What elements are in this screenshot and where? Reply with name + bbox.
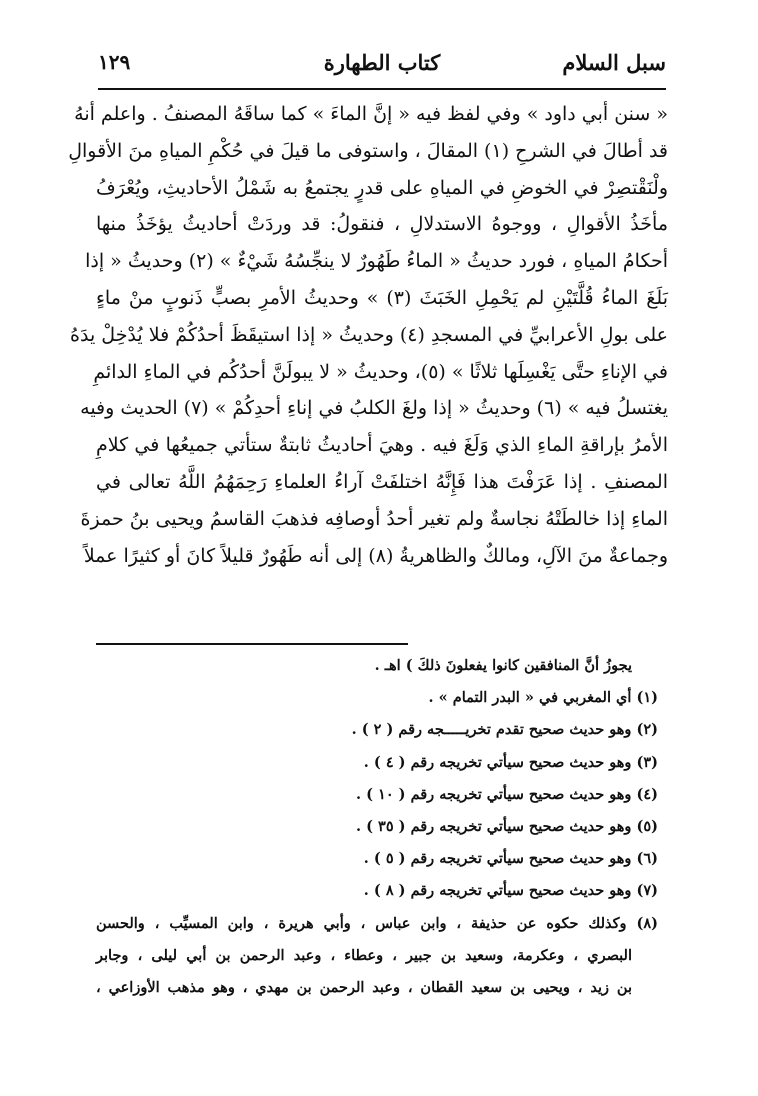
text-line: بَلَغَ الماءُ قُلَّتَيْنِ لم يَحْمِلِ الخَبَثَ (٣) » وحديثُ الأمرِ بصبٍّ ذَنوبٍ منْ ماءٍ bbox=[96, 286, 668, 309]
text-line: على بولِ الأعرابيِّ في المسجدِ (٤) وحديثُ « إذا استيقَظَ أحدُكُمْ فلا يُدْخِلْ يدَهُ bbox=[70, 323, 668, 346]
page-number: ١٢٩ bbox=[98, 50, 131, 74]
footnote-item: (١) أي المغربي في « البدر التمام » . bbox=[428, 689, 658, 707]
footnote-divider bbox=[96, 643, 408, 645]
text-line: الماءِ إذا خالطَتْهُ نجاسةٌ ولم تغير أحدُ أوصافِه فذهبَ القاسمُ ويحيى بنُ حمزةَ bbox=[80, 507, 668, 530]
footnote-item: (٣) وهو حديث صحيح سيأتي تخريجه رقم ( ٤ ) . bbox=[363, 753, 658, 771]
footnote-continuation: يجوزُ أنَّ المنافقين كانوا يفعلونَ ذلكَ ) اهـ . bbox=[374, 657, 632, 674]
main-text bbox=[68, 96, 668, 574]
footnote-item-continued: البصري ، وعكرمة، وسعيد بن جبير ، وعطاء ، وعبد الرحمن بن أبي ليلى ، وجابر bbox=[96, 946, 632, 964]
footnotes bbox=[96, 650, 658, 1004]
text-line: قد أطالَ في الشرحِ (١) المقالَ ، واستوفى ما قيلَ في حُكْمِ المياهِ منَ الأقوالِ bbox=[68, 139, 668, 162]
text-line: في الإناءِ حتَّى يَغْسِلَها ثلاثًا » (٥)، وحديثُ « لا يبولَنَّ أحدُكُم في الماءِ الدائمِ bbox=[93, 360, 668, 383]
footnote-item: (٥) وهو حديث صحيح سيأتي تخريجه رقم ( ٣٥ ) . bbox=[356, 818, 658, 836]
running-header bbox=[98, 44, 666, 90]
footnote-item: (٨) وكذلك حكوه عن حذيفة ، وابن عباس ، وأبي هريرة ، وابن المسيِّب ، والحسن bbox=[96, 914, 658, 932]
text-line: « سنن أبي داود » وفي لفظ فيه « إنَّ الماءَ » كما ساقَهُ المصنفُ . واعلم أنهُ bbox=[74, 103, 668, 125]
text-line: المصنفِ . إذا عَرَفْتَ هذا فَإِنَّهُ اختلفَتْ آراءُ العلماءِ رَحِمَهُمُ اللَّهُ تعالى في bbox=[96, 470, 668, 493]
text-line: ولْنَقْتصِرْ في الخوضِ في المياهِ على قدرٍ يجتمعُ به شَمْلُ الأحاديثِ، ويُعْرَفُ bbox=[96, 176, 668, 199]
text-line: الأمرُ بإراقةِ الماءِ الذي وَلَغَ فيه . وهيَ أحاديثُ ثابتةٌ ستأتي جميعُها في كلامِ bbox=[96, 434, 668, 457]
text-line: يغتسلُ فيه » (٦) وحديثُ « إذا ولغَ الكلبُ في إناءِ أحدِكُمْ » (٧) الحديث وفيه bbox=[80, 397, 668, 420]
footnote-item: (٧) وهو حديث صحيح سيأتي تخريجه رقم ( ٨ ) . bbox=[363, 882, 658, 900]
footnote-item: (٢) وهو حديث صحيح تقدم تخريـــــجه رقم ( ٢ ) . bbox=[351, 721, 658, 739]
footnote-item: (٦) وهو حديث صحيح سيأتي تخريجه رقم ( ٥ ) . bbox=[363, 850, 658, 868]
footnote-item: (٤) وهو حديث صحيح سيأتي تخريجه رقم ( ١٠ ) . bbox=[356, 785, 658, 803]
footnote-item-continued: بن زيد ، ويحيى بن سعيد القطان ، وعبد الرحمن بن مهدي ، وهو مذهب الأوزاعي ، bbox=[96, 979, 632, 997]
chapter-title: كتاب الطهارة bbox=[323, 50, 441, 75]
text-line: أحكامُ المياهِ ، فورد حديثُ « الماءُ طَهُورٌ لا ينجِّسُهُ شَيْءٌ » (٢) وحديثُ « إذا bbox=[85, 250, 668, 273]
book-title: سبل السلام bbox=[562, 50, 666, 75]
text-line: مأخَذُ الأقوالِ ، ووجوهُ الاستدلالِ ، فنقولُ: قد وردَتْ أحاديثُ يؤخَذُ منها bbox=[96, 213, 668, 236]
text-line: وجماعةٌ منَ الآلِ، ومالكٌ والظاهريةُ (٨) إلى أنه طَهُورٌ قليلاً كانَ أو كثيرًا عملاً bbox=[83, 544, 668, 567]
